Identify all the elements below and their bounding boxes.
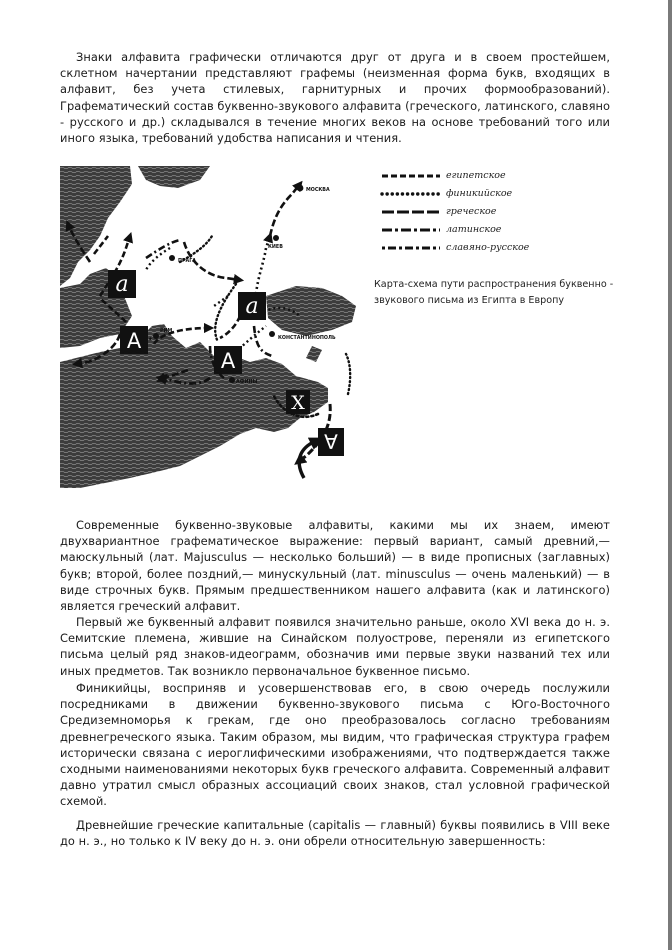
map-legend xyxy=(380,167,530,257)
paragraph-phoenicians: Финикийцы, восприняв и усовершенствовав его, в свою очередь послужили посредниками в движении буквенно-звукового письма с Юго-Восточного Средиземноморья к грекам, где оно преобразовалось согласно требованиям древнегреческого языка. Таким образом, мы видим, что графическая структура графем исторически связана с иероглифическими изображениями, что подтверждается также сходными наименованиями некоторых букв греческого алфавита. Современный алфавит давно утратил смысл образных ассоциаций своих знаков, стал условной графической схемой. xyxy=(60,681,610,809)
legend-label-slavic: славяно-русское xyxy=(446,242,530,253)
city-label-rome: РИМ xyxy=(160,329,173,334)
city-label-moscow: МОСКВА xyxy=(306,188,330,193)
glyph-box-phoenician: X xyxy=(291,392,305,414)
glyph-box-latin: A xyxy=(126,329,142,353)
glyph-box-egyptian: ∀ xyxy=(324,430,338,454)
city-label-athens: АФИНЫ xyxy=(236,380,258,385)
paragraph-modern-alphabets: Современные буквенно-звуковые алфавиты, какими мы их знаем, имеют двухвариантное графематическое выражение: первый вариант, самый древний,— маюскульный (лат. Majusculus — несколько больший) — в виде прописных (заглавных) букв; второй, более поздний,— минускульный (лат. minusculus — очень маленький) — в виде строчных букв. Прямым предшественником нашего алфавита (как и латинского) является греческий алфавит. xyxy=(60,518,610,614)
page-edge xyxy=(668,0,672,950)
city-label-kiev: КИЕВ xyxy=(268,245,283,250)
glyph-box-greek: A xyxy=(220,349,236,373)
city-label-constantinople: КОНСТАНТИНОПОЛЬ xyxy=(278,336,336,341)
legend-label-greek: греческое xyxy=(446,206,497,217)
legend-label-egyptian: египетское xyxy=(446,170,506,181)
map-caption: Карта-схема пути распространения буквенно - звукового письма из Египта в Европу xyxy=(374,279,614,306)
city-label-prague: ПРАГА xyxy=(178,259,197,264)
glyph-box-slavic: a xyxy=(245,294,259,319)
paragraph-intro: Знаки алфавита графически отличаются друг от друга и в своем простейшем, склетном начертании представляют графемы (неизменная форма букв, входящих в алфавит, без учета стилевых, гарнитурных и прочих формообразований). Графематический состав буквенно-звукового алфавита (греческого, латинского, славяно - русского и др.) складывался в течение многих веков на основе требований того или иного языка, требований удобства написания и чтения. xyxy=(60,50,610,146)
paragraph-first-alphabet: Первый же буквенный алфавит появился значительно раньше, около XVI века до н. э. Семитские племена, жившие на Синайском полуострове, переняли из египетского письма целый ряд знаков-идеограмм, обозначив ими первые звуки названий тех или иных предметов. Так возникло первоначальное буквенное письмо. xyxy=(60,615,610,678)
paragraph-greek-capitals: Древнейшие греческие капитальные (capitalis — главный) буквы появились в VIII веке до н. э., но только к IV веку до н. э. они обрели относительную завершенность: xyxy=(60,818,610,849)
legend-label-latin: латинское xyxy=(446,224,502,235)
glyph-box-roman-minuscule: a xyxy=(115,272,129,297)
legend-label-phoenician: финикийское xyxy=(446,188,513,199)
alphabet-spread-map xyxy=(60,166,368,488)
